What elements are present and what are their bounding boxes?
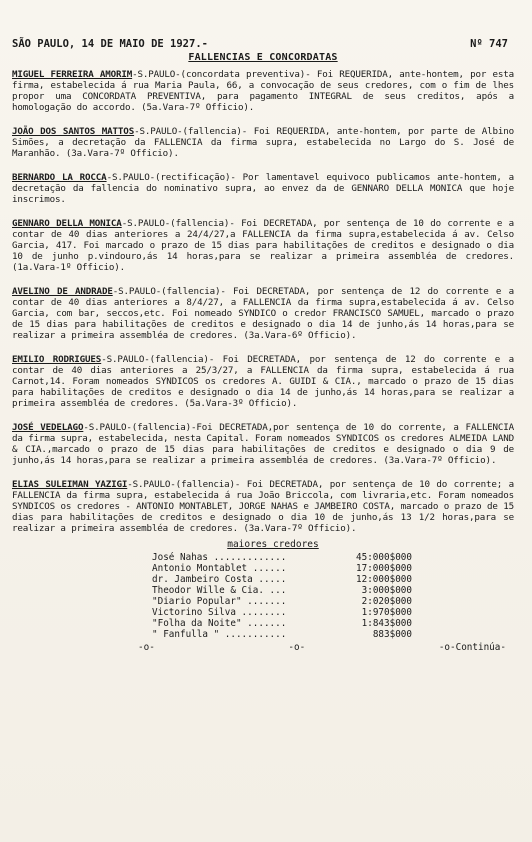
creditor-name: Antonio Montablet ...... [152, 563, 287, 574]
entry-item [12, 479, 514, 534]
entry-text: -S.PAULO-(concordata preventiva)- Foi REQUERIDA, ante-hontem, por esta firma, estabelecida á rua Maria Paula, 66, a convocação de seus credores, com o fim de lhes propor uma CONCORDATA PREVENTIVA, para pagamento INTEGRAL de seus creditos, após a homologação do accordo. (5a.Vara-7º Officio). [12, 69, 514, 113]
creditor-amount: 883$000 [372, 629, 412, 640]
entry-item [12, 126, 514, 159]
entry-text: -S.PAULO-(fallencia)- Foi DECRETADA, por sentença de 10 do corrente e a contar de 40 dias anteriores a 24/4/27,a FALLENCIA da firma supra,estabelecida á av. Celso Garcia, 417. Foi marcado o prazo de 15 dias para habilitações de creditos e designado o dia 10 de junho p.vindouro,ás 14 horas,para se realizar a primeira assembléa de credores. (1a.Vara-1º Officio). [12, 218, 514, 273]
entry-item [12, 422, 514, 466]
entry-text: -S.PAULO-(fallencia)- Foi REQUERIDA, ante-hontem, por parte de Albino Simões, a decretação da FALLENCIA da firma supra, estabelecida no Largo do S. José de Maranhão. (3a.Vara-7º Officio). [12, 126, 514, 159]
creditor-row [152, 629, 412, 640]
creditor-amount: 1:843$000 [361, 618, 412, 629]
creditor-row [152, 574, 412, 585]
document-header [12, 38, 514, 50]
entry-item [12, 286, 514, 341]
entry-item [12, 218, 514, 273]
entry-name: ELIAS SULEIMAN YAZIGI [12, 479, 128, 490]
entry-text: -S.PAULO-(fallencia)-Foi DECRETADA,por sentença de 10 do corrente, a FALLENCIA da firma supra, estabelecida, nesta Capital. Foram nomeados SYNDICOS os credores ALMEIDA LAND & CIA.,marcado o prazo de 15 dias para habilitações de creditos e designado o dia 9 de junho,ás 14 horas,para se realizar a primeira assembléa de credores. (3a.Vara-7º Officio). [12, 422, 514, 466]
creditor-amount: 45:000$000 [356, 552, 412, 563]
entry-name: AVELINO DE ANDRADE [12, 286, 113, 297]
creditor-row [152, 618, 412, 629]
creditor-name: "Folha da Noite" ....... [152, 618, 287, 629]
entry-text: -S.PAULO-(fallencia)- Foi DECRETADA, por sentença de 12 do corrente e a contar de 40 dias anteriores a 8/4/27, a FALLENCIA da firma supra,estabelecida á av. Celso Garcia, com bar, seccos,etc. Foi nomeado SYNDICO o credor FRANCISCO SAMUEL, marcado o prazo de 15 dias para habilitações de creditos e designado o dia 14 de junho,ás 14 horas,para se realizar a primeira assembléa de credores. (3a.Vara-6º Officio). [12, 286, 515, 341]
creditor-amount: 12:000$000 [356, 574, 412, 585]
creditor-amount: 2:020$000 [361, 596, 412, 607]
creditor-row [152, 585, 412, 596]
footer-mark-left: -o- [138, 642, 155, 653]
creditor-name: Theodor Wille & Cia. ... [152, 585, 287, 596]
entry-item [12, 354, 514, 409]
place-date: SÃO PAULO, 14 DE MAIO DE 1927.- [12, 38, 208, 50]
footer-mark-middle: -o- [288, 642, 306, 653]
creditor-row [152, 552, 412, 563]
entry-name: JOSÉ VEDELAGO [12, 422, 84, 433]
creditor-amount: 3:000$000 [361, 585, 412, 596]
creditor-name: José Nahas ............. [152, 552, 287, 563]
creditor-name: " Fanfulla " ........... [152, 629, 287, 640]
entry-name: MIGUEL FERREIRA AMORIM [12, 69, 133, 80]
entry-item [12, 69, 514, 113]
continues-note: -o-Continúa- [438, 642, 506, 653]
section-title: FALLENCIAS E CONCORDATAS [188, 52, 338, 63]
creditor-amount: 1:970$000 [361, 607, 412, 618]
entries-list [12, 69, 514, 534]
entry-name: EMILIO RODRIGUES [12, 354, 102, 365]
footer-marks [12, 642, 514, 653]
document-number: Nº 747 [470, 38, 508, 50]
creditor-row [152, 607, 412, 618]
creditor-amount: 17:000$000 [356, 563, 412, 574]
entry-item [12, 172, 514, 205]
entry-text: -S.PAULO-(rectificação)- Por lamentavel equivoco publicamos ante-hontem, a decretação da fallencia do nominativo supra, ao envez da de GENNARO DELLA MONICA que hoje inscrimos. [12, 172, 514, 205]
creditor-name: dr. Jambeiro Costa ..... [152, 574, 287, 585]
entry-name: BERNARDO LA ROCCA [12, 172, 107, 183]
creditor-name: Victorino Silva ........ [152, 607, 287, 618]
creditor-row [152, 563, 412, 574]
creditor-row [152, 596, 412, 607]
entry-text: -S.PAULO-(fallencia)- Foi DECRETADA, por sentença de 10 do corrente; a FALLENCIA da firma supra, estabelecida á rua João Briccola, com livraria,etc. Foram nomeados SYNDICOS os credores - ANTONIO MONTABLET, JORGE NAHAS e JAMBEIRO COSTA, marcado o prazo de 15 dias para habilitações de creditos e designado o dia 10 de junho,ás 13 1/2 horas,para se realizar a primeira assembléa de credores. (3a.Vara-7º Officio). [12, 479, 514, 534]
creditors-title: maiores credores [227, 539, 319, 550]
entry-name: JOÃO DOS SANTOS MATTOS [12, 126, 135, 137]
creditor-name: "Diario Popular" ....... [152, 596, 287, 607]
creditors-list [152, 552, 412, 640]
entry-name: GENNARO DELLA MONICA [12, 218, 122, 229]
entry-text: -S.PAULO-(fallencia)- Foi DECRETADA, por sentença de 12 do corrente e a contar de 40 dias anteriores a 25/3/27, a FALLENCIA da firma supra, estabelecida á rua Carnot,14. Foram nomeados SYNDICOS os credores A. GUIDI & CIA., marcado o prazo de 15 dias para habilitações de creditos e designado o dia 14 de junho,ás 14 horas,para se realizar a primeira assembléa de credores. (5a.Vara-3º Officio). [12, 354, 515, 409]
